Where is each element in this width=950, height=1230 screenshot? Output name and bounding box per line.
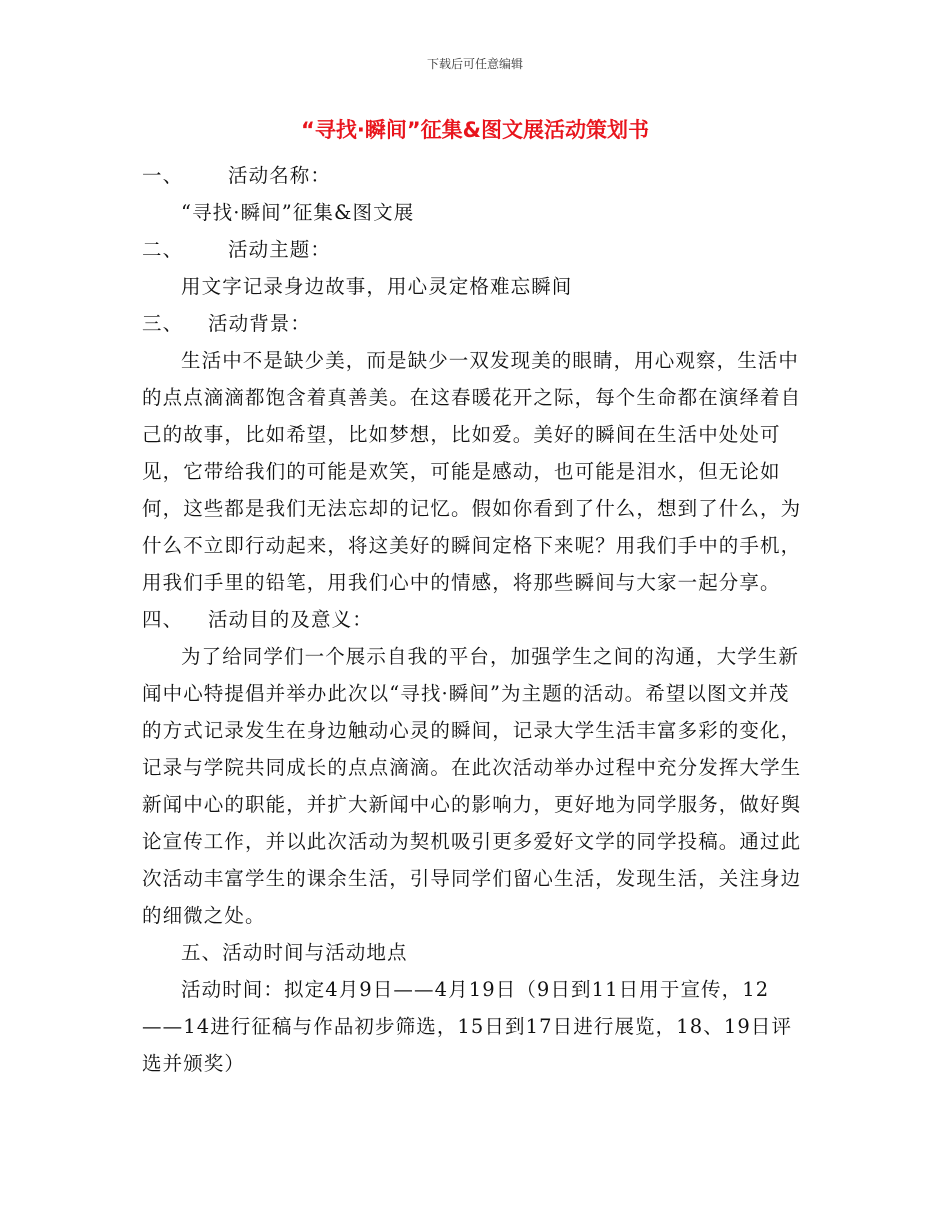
header-note: 下载后可任意编辑 bbox=[426, 57, 523, 71]
section-1-content: “寻找·瞬间”征集&图文展 bbox=[181, 201, 415, 224]
section-4-title: 活动目的及意义： bbox=[208, 608, 373, 631]
section-2-title: 活动主题： bbox=[228, 238, 332, 261]
section-5-content: 活动时间：拟定4月9日——4月19日（9日到11日用于宣传，12——14进行征稿与作品初步筛选，15日到17日进行展览，18、19日评选并颁奖） bbox=[142, 978, 793, 1075]
section-1-number: 一、 bbox=[142, 164, 184, 187]
section-1-title: 活动名称： bbox=[228, 164, 332, 187]
section-3-number: 三、 bbox=[142, 312, 184, 335]
section-4-content: 为了给同学们一个展示自我的平台，加强学生之间的沟通，大学生新闻中心特提倡并举办此次以“寻找·瞬间”为主题的活动。希望以图文并茂的方式记录发生在身边触动心灵的瞬间，记录大学生活丰富多彩的变化，记录与学院共同成长的点点滴滴。在此次活动举办过程中充分发挥大学生新闻中心的职能，并扩大新闻中心的影响力，更好地为同学服务，做好舆论宣传工作，并以此次活动为契机吸引更多爱好文学的同学投稿。通过此次活动丰富学生的课余生活，引导同学们留心生活，发现生活，关注身边的细微之处。 bbox=[142, 645, 802, 927]
section-2-content: 用文字记录身边故事，用心灵定格难忘瞬间 bbox=[181, 275, 573, 298]
section-3-content: 生活中不是缺少美，而是缺少一双发现美的眼睛，用心观察，生活中的点点滴滴都饱含着真善美。在这春暖花开之际，每个生命都在演绎着自己的故事，比如希望，比如梦想，比如爱。美好的瞬间在生活中处处可见，它带给我们的可能是欢笑，可能是感动，也可能是泪水，但无论如何，这些都是我们无法忘却的记忆。假如你看到了什么，想到了什么，为什么不立即行动起来，将这美好的瞬间定格下来呢？用我们手中的手机，用我们手里的铅笔，用我们心中的情感，将那些瞬间与大家一起分享。 bbox=[142, 349, 802, 594]
section-4-number: 四、 bbox=[142, 608, 184, 631]
section-2-heading bbox=[142, 231, 807, 268]
section-2-number: 二、 bbox=[142, 238, 184, 261]
document-title: “寻找·瞬间”征集&图文展活动策划书 bbox=[301, 118, 649, 142]
section-3-heading bbox=[142, 305, 807, 342]
section-4-heading bbox=[142, 601, 807, 638]
section-1-heading bbox=[142, 157, 807, 194]
document-body bbox=[142, 157, 807, 1082]
section-5-heading: 五、活动时间与活动地点 bbox=[181, 941, 408, 964]
section-3-title: 活动背景： bbox=[208, 312, 312, 335]
